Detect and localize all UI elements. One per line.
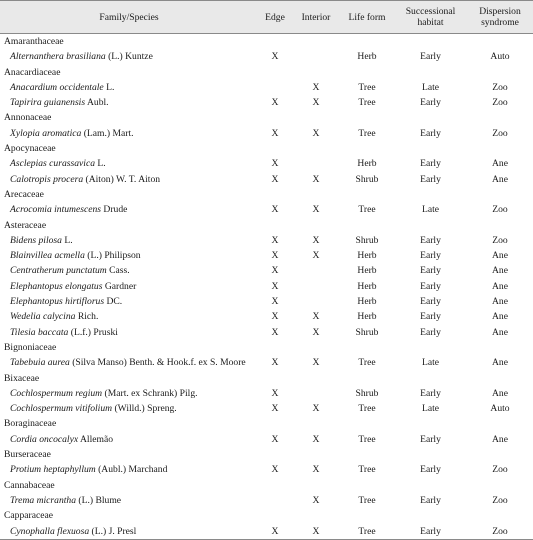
interior-cell: X — [312, 250, 320, 262]
edge-cell: X — [271, 280, 279, 292]
edge-cell: X — [258, 524, 292, 540]
successional-habitat-cell: Early — [420, 265, 441, 277]
species-name-cell — [0, 325, 258, 340]
life-form-cell: Tree — [358, 464, 376, 476]
family-name: Bixaceae — [4, 372, 40, 384]
species-name-cell — [0, 126, 258, 141]
edge-cell: X — [271, 296, 279, 308]
life-form-cell: Tree — [340, 524, 394, 540]
successional-habitat-cell: Early — [420, 51, 441, 63]
dispersion-syndrome-cell: Ane — [492, 433, 508, 445]
species-row — [0, 325, 533, 340]
header-edge: Edge — [258, 1, 292, 34]
successional-habitat-cell: Early — [420, 494, 441, 506]
interior-cell — [292, 263, 340, 278]
scientific-name: Xylopia aromatica — [10, 127, 82, 139]
species-row — [0, 126, 533, 141]
species-author: DC. — [104, 296, 123, 308]
header-dispersion-syndrome — [467, 1, 533, 34]
family-row — [0, 478, 533, 493]
successional-habitat-cell: Early — [394, 524, 467, 540]
species-author: (Lam.) Mart. — [81, 127, 134, 139]
species-name-cell — [0, 172, 258, 187]
life-form-cell: Herb — [357, 158, 377, 170]
species-author: Rich. — [75, 311, 99, 323]
species-row — [0, 233, 533, 248]
scientific-name: Elephantopus hirtiflorus — [10, 296, 105, 308]
successional-habitat-cell: Early — [420, 464, 441, 476]
header-interior: Interior — [292, 1, 340, 34]
species-author: (Aiton) W. T. Aiton — [83, 173, 161, 185]
header-successional-habitat — [394, 1, 467, 34]
interior-cell: X — [312, 81, 320, 93]
scientific-name: Calotropis procera — [10, 173, 84, 185]
edge-cell — [258, 80, 292, 95]
successional-habitat-cell: Early — [420, 311, 441, 323]
edge-cell: X — [271, 311, 279, 323]
species-row — [0, 202, 533, 217]
dispersion-syndrome-cell: Ane — [492, 387, 508, 399]
life-form-cell: Tree — [358, 97, 376, 109]
species-author: (L.) J. Presl — [89, 525, 137, 537]
edge-cell: X — [271, 464, 279, 476]
successional-habitat-cell: Early — [420, 97, 441, 109]
scientific-name: Alternanthera brasiliana — [10, 51, 106, 63]
species-row — [0, 294, 533, 309]
edge-cell: X — [271, 326, 279, 338]
edge-cell: X — [271, 433, 279, 445]
dispersion-syndrome-cell: Zoo — [492, 81, 508, 93]
successional-habitat-cell: Early — [420, 173, 441, 185]
species-row — [0, 401, 533, 416]
family-name: Apocynaceae — [4, 143, 56, 155]
edge-cell: X — [271, 97, 279, 109]
dispersion-syndrome-cell: Ane — [492, 296, 508, 308]
interior-cell: X — [312, 173, 320, 185]
family-name: Annonaceae — [4, 112, 52, 124]
dispersion-syndrome-cell: Ane — [492, 158, 508, 170]
species-row — [0, 386, 533, 401]
family-name: Bignoniaceae — [4, 341, 57, 353]
species-name-cell — [0, 233, 258, 248]
scientific-name: Blainvillea acmella — [10, 250, 85, 262]
interior-cell: X — [312, 326, 320, 338]
successional-habitat-cell: Early — [420, 387, 441, 399]
successional-habitat-cell: Late — [421, 403, 440, 415]
species-row — [0, 355, 533, 370]
scientific-name: Cochlospermum regium — [10, 387, 103, 399]
family-name: Burseraceae — [4, 449, 51, 461]
family-name: Capparaceae — [4, 510, 53, 522]
edge-cell: X — [271, 173, 279, 185]
dispersion-syndrome-cell: Ane — [492, 173, 508, 185]
header-dispersion-line1: Dispersion — [479, 6, 521, 17]
dispersion-syndrome-cell: Zoo — [492, 127, 508, 139]
species-author: (L.) Blume — [76, 494, 122, 506]
life-form-cell: Tree — [358, 494, 376, 506]
header-dispersion-line2: syndrome — [481, 17, 519, 28]
successional-habitat-cell: Early — [420, 433, 441, 445]
species-name-cell — [0, 95, 258, 110]
header-successional-line2: habitat — [417, 17, 444, 28]
scientific-name: Centratherum punctatum — [10, 265, 107, 277]
dispersion-syndrome-cell: Zoo — [492, 97, 508, 109]
species-name-cell — [0, 355, 258, 370]
family-row — [0, 218, 533, 233]
family-name: Asteraceae — [4, 219, 47, 231]
scientific-name: Tilesia baccata — [10, 326, 69, 338]
life-form-cell: Tree — [358, 204, 376, 216]
dispersion-syndrome-cell: Ane — [492, 280, 508, 292]
edge-cell: X — [271, 357, 279, 369]
species-name-cell — [0, 309, 258, 324]
species-author: (L.) Kuntze — [105, 51, 153, 63]
family-row — [0, 187, 533, 202]
family-name: Cannabaceae — [4, 479, 55, 491]
species-author: (L.) Philipson — [84, 250, 141, 262]
dispersion-syndrome-cell: Ane — [492, 311, 508, 323]
interior-cell: X — [312, 403, 320, 415]
edge-cell: X — [271, 250, 279, 262]
life-form-cell: Herb — [357, 296, 377, 308]
species-name-cell — [0, 263, 258, 278]
species-author: L. — [103, 81, 115, 93]
scientific-name: Tapirira guianensis — [10, 97, 86, 109]
scientific-name: Cynophalla flexuosa — [10, 525, 90, 537]
interior-cell: X — [312, 357, 320, 369]
successional-habitat-cell: Early — [420, 280, 441, 292]
scientific-name: Wedelia calycina — [10, 311, 76, 323]
family-row — [0, 141, 533, 156]
species-name-cell — [0, 279, 258, 294]
interior-cell — [292, 386, 340, 401]
life-form-cell: Tree — [358, 403, 376, 415]
interior-cell: X — [312, 311, 320, 323]
life-form-cell: Herb — [357, 265, 377, 277]
scientific-name: Elephantopus elongatus — [10, 280, 103, 292]
species-row — [0, 156, 533, 171]
edge-cell: X — [271, 387, 279, 399]
interior-cell: X — [312, 127, 320, 139]
species-name-cell — [0, 386, 258, 401]
species-name-cell — [0, 248, 258, 263]
life-form-cell: Shrub — [355, 387, 379, 399]
species-name-cell — [0, 432, 258, 447]
species-author: Allemão — [78, 433, 114, 445]
edge-cell: X — [271, 51, 279, 63]
successional-habitat-cell: Early — [420, 250, 441, 262]
header-family-species: Family/Species — [0, 1, 258, 34]
species-author: (Silva Manso) Benth. & Hook.f. ex S. Moore — [69, 357, 246, 369]
family-row — [0, 447, 533, 462]
interior-cell: X — [312, 97, 320, 109]
family-row — [0, 110, 533, 125]
species-row — [0, 309, 533, 324]
interior-cell: X — [312, 464, 320, 476]
family-row — [0, 65, 533, 80]
interior-cell — [292, 156, 340, 171]
successional-habitat-cell: Early — [420, 158, 441, 170]
species-author: L. — [61, 234, 73, 246]
scientific-name: Trema micrantha — [10, 494, 77, 506]
life-form-cell: Herb — [357, 250, 377, 262]
interior-cell — [292, 49, 340, 64]
dispersion-syndrome-cell: Ane — [492, 326, 508, 338]
life-form-cell: Shrub — [355, 234, 379, 246]
interior-cell: X — [312, 433, 320, 445]
species-row — [0, 279, 533, 294]
family-row — [0, 371, 533, 386]
species-author: Cass. — [106, 265, 130, 277]
scientific-name: Protium heptaphyllum — [10, 464, 96, 476]
species-author: L. — [95, 158, 106, 170]
scientific-name: Cochlospermum vitifolium — [10, 403, 113, 415]
species-name-cell — [0, 202, 258, 217]
scientific-name: Acrocomia intumescens — [10, 204, 102, 216]
life-form-cell: Herb — [357, 51, 377, 63]
life-form-cell: Shrub — [355, 326, 379, 338]
family-name: Arecaceae — [4, 188, 44, 200]
family-row — [0, 34, 533, 50]
interior-cell: X — [312, 204, 320, 216]
dispersion-syndrome-cell: Zoo — [492, 464, 508, 476]
edge-cell: X — [271, 127, 279, 139]
species-row — [0, 432, 533, 447]
species-row — [0, 95, 533, 110]
species-row — [0, 462, 533, 477]
scientific-name: Tabebuia aurea — [10, 357, 70, 369]
header-life-form: Life form — [340, 1, 394, 34]
species-row — [0, 49, 533, 64]
species-author: (Aubl.) Marchand — [95, 464, 168, 476]
family-name: Amaranthaceae — [4, 36, 64, 47]
species-name-cell — [0, 156, 258, 171]
species-row — [0, 172, 533, 187]
species-row — [0, 263, 533, 278]
species-author: Gardner — [102, 280, 137, 292]
scientific-name: Bidens pilosa — [10, 234, 62, 246]
life-form-cell: Herb — [357, 280, 377, 292]
dispersion-syndrome-cell: Auto — [490, 403, 510, 415]
life-form-cell: Shrub — [355, 173, 379, 185]
dispersion-syndrome-cell: Ane — [492, 265, 508, 277]
scientific-name: Anacardium occidentale — [10, 81, 104, 93]
table-header — [0, 1, 533, 34]
edge-cell — [258, 493, 292, 508]
species-author: (Mart. ex Schrank) Pilg. — [102, 387, 198, 399]
scientific-name: Asclepias curassavica — [10, 158, 95, 170]
family-row — [0, 340, 533, 355]
interior-cell: X — [312, 234, 320, 246]
species-name-cell — [0, 294, 258, 309]
species-row — [0, 80, 533, 95]
family-row — [0, 508, 533, 523]
interior-cell: X — [312, 494, 320, 506]
successional-habitat-cell: Early — [420, 127, 441, 139]
successional-habitat-cell: Late — [421, 204, 440, 216]
edge-cell: X — [271, 158, 279, 170]
dispersion-syndrome-cell: Zoo — [492, 494, 508, 506]
successional-habitat-cell: Early — [420, 326, 441, 338]
life-form-cell: Tree — [358, 81, 376, 93]
species-name-cell — [0, 462, 258, 477]
edge-cell: X — [271, 403, 279, 415]
dispersion-syndrome-cell: Zoo — [467, 524, 533, 540]
dispersion-syndrome-cell: Auto — [490, 51, 510, 63]
successional-habitat-cell: Early — [420, 296, 441, 308]
header-successional-line1: Successional — [405, 6, 456, 17]
species-row — [0, 248, 533, 263]
species-name-cell — [0, 401, 258, 416]
edge-cell: X — [271, 265, 279, 277]
life-form-cell: Tree — [358, 357, 376, 369]
dispersion-syndrome-cell: Ane — [492, 357, 508, 369]
successional-habitat-cell: Late — [421, 357, 440, 369]
header-row — [0, 1, 533, 34]
interior-cell — [292, 279, 340, 294]
life-form-cell: Tree — [358, 127, 376, 139]
life-form-cell: Herb — [357, 311, 377, 323]
dispersion-syndrome-cell: Zoo — [492, 204, 508, 216]
successional-habitat-cell: Late — [421, 81, 440, 93]
species-name-cell — [0, 49, 258, 64]
species-name-cell — [0, 493, 258, 508]
species-author: Aubl. — [85, 97, 109, 109]
edge-cell: X — [271, 204, 279, 216]
species-author: Drude — [101, 204, 128, 216]
family-name: Anacardiaceae — [4, 66, 61, 78]
life-form-cell: Tree — [358, 433, 376, 445]
species-author: (Willd.) Spreng. — [112, 403, 177, 415]
interior-cell — [292, 294, 340, 309]
family-name: Boraginaceae — [4, 418, 57, 430]
edge-cell: X — [271, 234, 279, 246]
family-row — [0, 416, 533, 431]
successional-habitat-cell: Early — [420, 234, 441, 246]
table-body — [0, 34, 533, 540]
species-author: (L.f.) Pruski — [68, 326, 118, 338]
species-row — [0, 493, 533, 508]
species-name-cell — [0, 80, 258, 95]
dispersion-syndrome-cell: Ane — [492, 250, 508, 262]
scientific-name: Cordia oncocalyx — [10, 433, 79, 445]
dispersion-syndrome-cell: Zoo — [492, 234, 508, 246]
interior-cell: X — [292, 524, 340, 540]
